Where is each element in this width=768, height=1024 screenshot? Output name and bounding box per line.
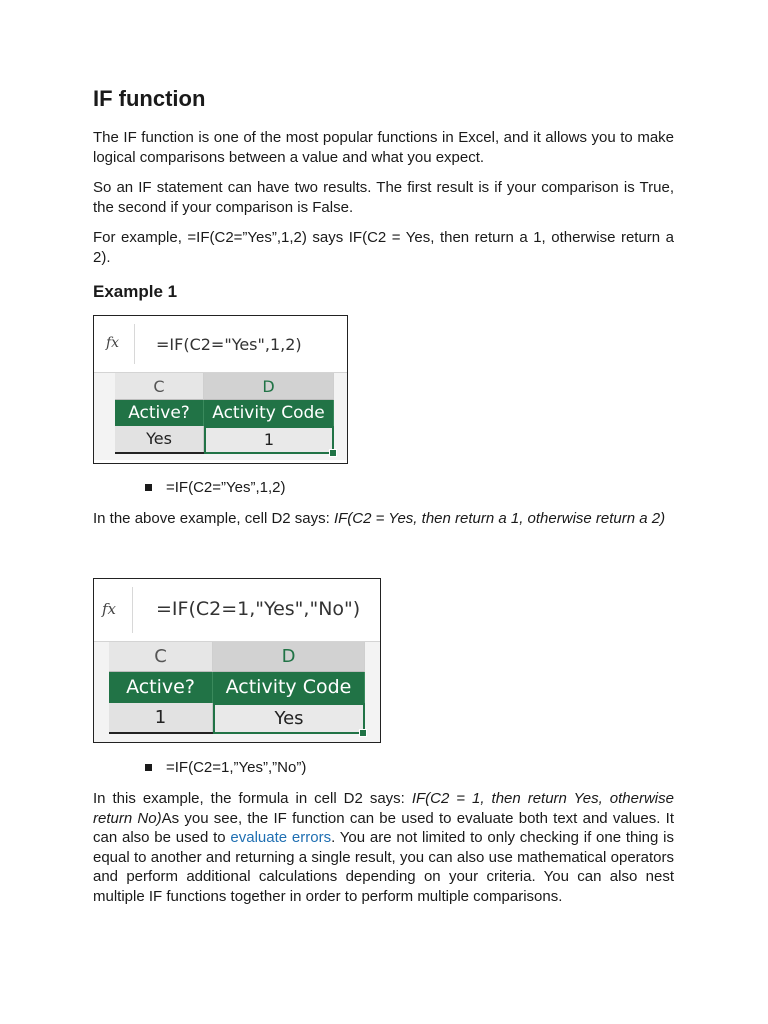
fill-handle xyxy=(359,729,367,737)
value-cell-d2: Yes xyxy=(213,703,365,734)
value-cell-c2: 1 xyxy=(109,703,213,732)
final-text-mid: As you see, the IF function can be used to evaluate both text and values. It can also be used to xyxy=(93,809,674,846)
page-title: IF function xyxy=(93,86,206,111)
formula-bar-divider xyxy=(134,324,135,364)
formula-text: =IF(C2=1,"Yes","No") xyxy=(156,598,361,620)
bullet-marker xyxy=(145,484,152,491)
header-cell-active: Active? xyxy=(115,400,204,426)
formula-bar xyxy=(94,579,380,642)
example-1-heading: Example 1 xyxy=(93,282,178,301)
header-cell-activity-code: Activity Code xyxy=(213,672,365,703)
column-header-c: C xyxy=(109,642,213,672)
intro-paragraph-1: The IF function is one of the most popular functions in Excel, and it allows you to make logical comparisons between a value and what you expect. xyxy=(93,129,674,166)
formula-bar-divider xyxy=(132,587,133,633)
final-paragraph xyxy=(93,789,674,906)
bullet-item-example-1 xyxy=(145,478,286,497)
final-formula: IF(C2 = 1, then return Yes, otherwise return No) xyxy=(93,790,674,827)
header-cell-active: Active? xyxy=(109,672,213,703)
explanation-formula: IF(C2 = Yes, then return a 1, otherwise return a 2) xyxy=(333,510,666,527)
intro-paragraph-3: For example, =IF(C2=”Yes”,1,2) says IF(C2 = Yes, then return a 1, otherwise return a 2). xyxy=(93,229,674,266)
bullet-text: =IF(C2=”Yes”,1,2) xyxy=(166,479,286,496)
column-header-d: D xyxy=(204,373,334,400)
example-1-explanation xyxy=(93,509,674,529)
bullet-text: =IF(C2=1,”Yes”,”No”) xyxy=(166,759,307,776)
header-cell-activity-code: Activity Code xyxy=(204,400,334,426)
explanation-text: In the above example, cell D2 says: xyxy=(93,510,334,527)
cell-underline xyxy=(115,452,204,454)
evaluate-errors-link[interactable]: evaluate errors xyxy=(230,829,332,846)
final-text-prefix: In this example, the formula in cell D2 says: xyxy=(93,790,412,807)
excel-screenshot-example-1 xyxy=(93,315,348,464)
excel-screenshot-example-2 xyxy=(93,578,381,743)
value-cell-d2: 1 xyxy=(204,426,334,454)
final-text-suffix: . You are not limited to only checking if one thing is equal to another and returning a single result, you can also use mathematical operators and perform additional calculations depending on your criteria. You can also nest multiple IF functions together in order to perform multiple comparisons. xyxy=(93,829,674,905)
value-cell-c2: Yes xyxy=(115,426,204,452)
function-icon: fx xyxy=(106,335,120,351)
fill-handle xyxy=(329,449,337,457)
formula-text: =IF(C2="Yes",1,2) xyxy=(156,335,302,354)
column-header-d: D xyxy=(213,642,365,672)
intro-paragraph-2: So an IF statement can have two results. The first result is if your comparison is True, the second if your comparison is False. xyxy=(93,179,674,216)
function-icon: fx xyxy=(102,600,117,618)
document-page xyxy=(93,84,674,317)
column-header-c: C xyxy=(115,373,204,400)
cell-underline xyxy=(109,732,213,734)
formula-bar xyxy=(94,316,347,373)
bullet-item-example-2 xyxy=(145,758,306,777)
bullet-marker xyxy=(145,764,152,771)
